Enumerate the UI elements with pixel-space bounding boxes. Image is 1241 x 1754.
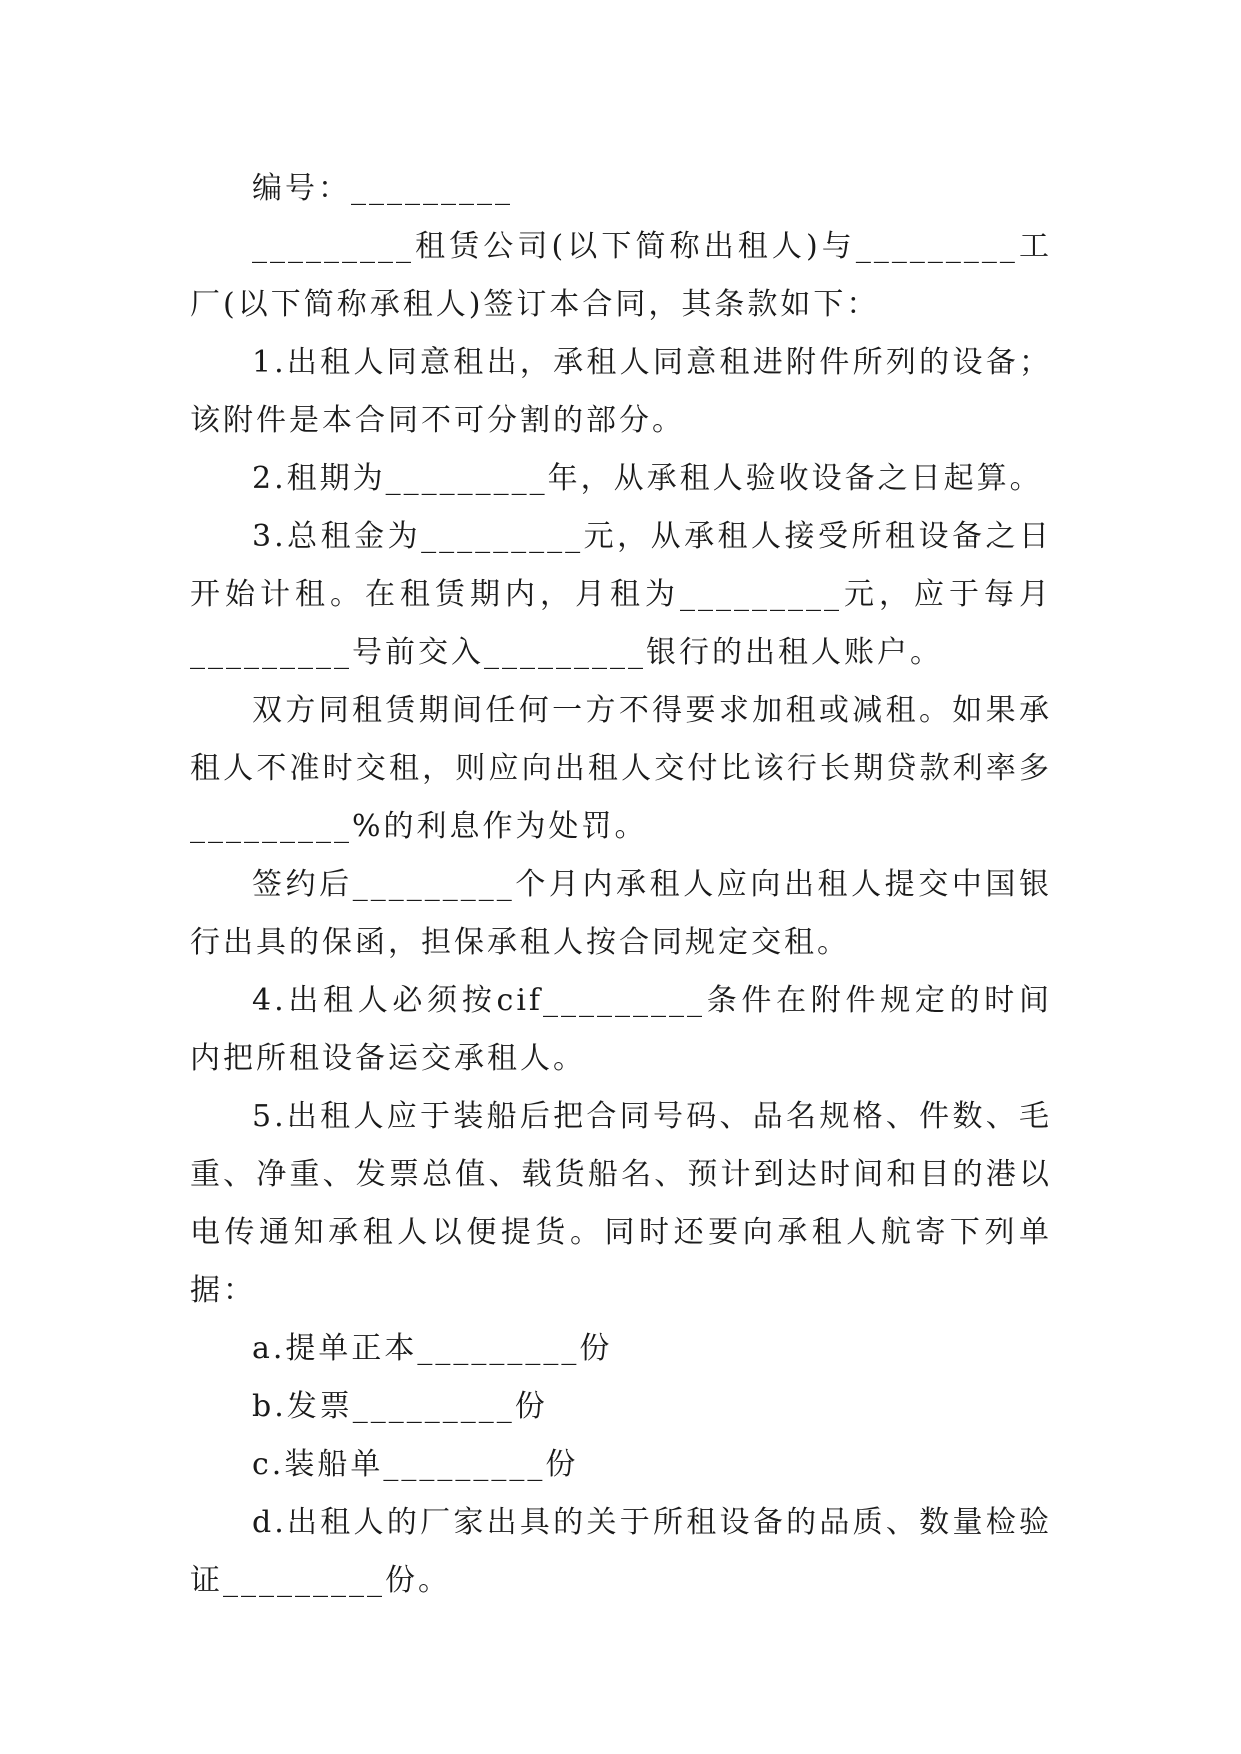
clause-5-paragraph: 5.出租人应于装船后把合同号码、品名规格、件数、毛重、净重、发票总值、载货船名、预计到达时间和目的港以电传通知承租人以便提货。同时还要向承租人航寄下列单据： — [190, 1099, 1052, 1308]
document-item-a: a.提单正本_________份 — [252, 1331, 613, 1366]
document-item-d: d.出租人的厂家出具的关于所租设备的品质、数量检验证_________份。 — [190, 1505, 1052, 1598]
rent-adjustment-paragraph: 双方同租赁期间任何一方不得要求加租或减租。如果承租人不准时交租，则应向出租人交付比该行长期贷款利率多_________%的利息作为处罚。 — [190, 693, 1052, 844]
bank-guarantee-paragraph: 签约后_________个月内承租人应向出租人提交中国银行出具的保函，担保承租人按合同规定交租。 — [190, 867, 1052, 960]
contract-body — [190, 160, 1052, 1610]
serial-number-line: 编号：_________ — [252, 171, 513, 206]
clause-2-paragraph: 2.租期为_________年，从承租人验收设备之日起算。 — [252, 461, 1043, 496]
clause-4-paragraph: 4.出租人必须按cif_________条件在附件规定的时间内把所租设备运交承租人。 — [190, 983, 1052, 1076]
document-item-b: b.发票_________份 — [252, 1389, 548, 1424]
document-item-c: c.装船单_________份 — [252, 1447, 579, 1482]
parties-intro-paragraph: _________租赁公司(以下简称出租人)与_________工厂(以下简称承租人)签订本合同，其条款如下： — [190, 229, 1052, 322]
clause-1-paragraph: 1.出租人同意租出，承租人同意租进附件所列的设备；该附件是本合同不可分割的部分。 — [190, 345, 1052, 438]
clause-3-paragraph: 3.总租金为_________元，从承租人接受所租设备之日开始计租。在租赁期内，月租为_________元，应于每月_________号前交入_________银行的出租人账户。 — [190, 519, 1052, 670]
